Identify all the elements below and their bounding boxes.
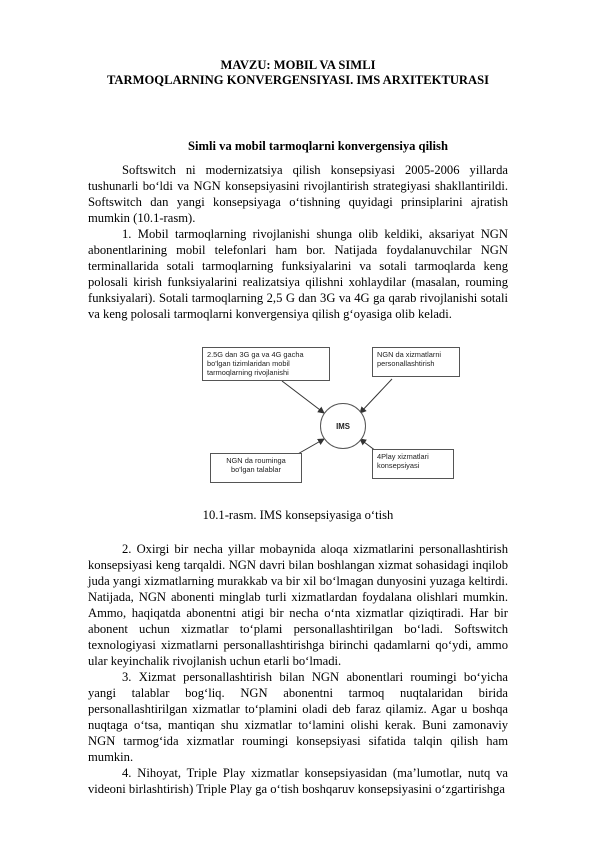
arrow-top-left — [282, 381, 324, 413]
arrow-top-right — [360, 379, 392, 413]
document-title — [80, 58, 516, 88]
text-block-after-figure — [88, 541, 508, 797]
text-block-before-figure — [88, 162, 508, 322]
box-ngn-roaming: NGN da rouminga bo'lgan talablar — [210, 453, 302, 483]
box-mobile-evolution: 2.5G dan 3G ga va 4G gacha bo'lgan tizimlaridan mobil tarmoqlarning rivojlanishi — [202, 347, 330, 381]
figure-caption: 10.1-rasm. IMS konsepsiyasiga o‘tish — [202, 508, 394, 522]
ims-diagram — [196, 343, 466, 493]
ims-node: IMS — [320, 403, 366, 449]
paragraph: 3. Xizmat personallashtirish bilan NGN abonentlari roumingi bo‘yicha yangi talablar bog‘liq. NGN abonentni tarmoq nuqtalaridan birida personallashtirilgan xizmatlar to‘plamini oladi deb faraz qilamiz. Agar u boshqa nuqtaga o‘tsa, mantiqan shu xizmatlar to‘lamini olishi kerak. Buni zamonaviy NGN tarmog‘ida xizmatlar roumingi konsepsiyasi sifatida talqin qilish ham mumkin. — [88, 670, 508, 764]
box-ngn-personalization: NGN da xizmatlarni personallashtirish — [372, 347, 460, 377]
paragraph: 2. Oxirgi bir necha yillar mobaynida aloqa xizmatlarini personallashtirish konsepsiyasi keng tarqaldi. NGN davri bilan boshlangan xizmat sohasidagi inqilob juda yangi xizmatlarning murakkab va bir xil bo‘lmagan dunyosini yuzaga keltirdi. Natijada, NGN abonenti minglab turli xizmatlardan foydalana olishlari mumkin. Ammo, haqiqatda abonentni atigi bir necha o‘nta xizmatlar qiziqtiradi. Har bir abonent uchun xizmatlar to‘plami personallashtirilgan bo‘ladi. Softswitch texnologiyasi xizmatlarni personallashtirishga birinchi qadamlarni qo‘ydi, ammo ular keyinchalik rivojlanish uchun etarli bo‘lmadi. — [88, 542, 508, 668]
section-heading: Simli va mobil tarmoqlarni konvergensiya qilish — [188, 139, 448, 153]
box-4play-concept: 4Play xizmatlari konsepsiyasi — [372, 449, 454, 479]
paragraph: 4. Nihoyat, Triple Play xizmatlar konsepsiyasidan (ma’lumotlar, nutq va videoni birlashtirish) Triple Play ga o‘tish boshqaruv konsepsiyasini o‘zgartirishga — [88, 766, 508, 796]
title-line-1: MAVZU: MOBIL VA SIMLI — [220, 58, 376, 72]
paragraph: 1. Mobil tarmoqlarning rivojlanishi shunga olib keldiki, aksariyat NGN abonentlarining mobil telefonlari ham bor. Natijada foydalanuvchilar NGN terminallarida sotali tarmoqlarning funksiyalarini va sotali tarmoqlarda keng polosali kirish funksiyalarini realizatsiya qilishni xohlaydilar (masalan, rouming funksiyalari). Sotali tarmoqlarning 2,5 G dan 3G va 4G ga qarab rivojlanishi sotali va keng polosali tarmoqlarni konvergensiya qilish g‘oyasiga olib keladi. — [88, 227, 508, 321]
title-line-2: TARMOQLARNING KONVERGENSIYASI. IMS ARXITEKTURASI — [106, 73, 490, 87]
paragraph: Softswitch ni modernizatsiya qilish konsepsiyasi 2005-2006 yillarda tushunarli bo‘ldi va NGN konsepsiyasini rivojlantirish strategiyasi shakllantirildi. Softswitch dan yangi konsepsiyaga o‘tishning quyidagi prinsiplarini ajratish mumkin (10.1-rasm). — [88, 163, 508, 225]
